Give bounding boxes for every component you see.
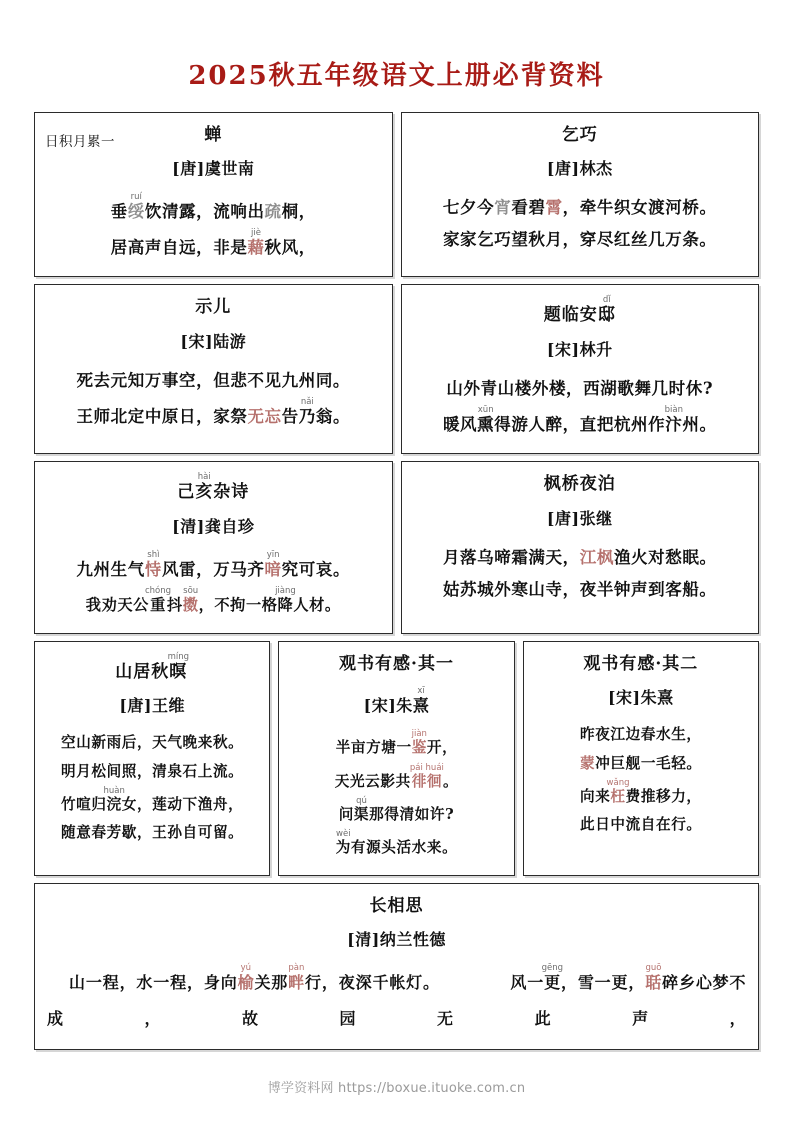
pinyin: wèi	[335, 829, 351, 840]
annotated-word-paihuai	[409, 762, 444, 790]
pinyin: xūn	[477, 405, 495, 416]
text-run: 垂	[110, 202, 128, 222]
poem-line: 昨夜江边春水生，	[580, 726, 702, 744]
poem-box-changxiangsi	[34, 883, 759, 1051]
poem-row-3	[34, 461, 759, 633]
annotated-char-nai	[298, 397, 316, 427]
pinyin: sōu	[182, 585, 199, 596]
pinyin: yú	[237, 963, 254, 974]
poem-line: 家家乞巧望秋月，穿尽红丝几万条。	[442, 230, 717, 250]
annotated-char-yu	[237, 963, 255, 993]
text-run: 饮清露，流响出	[144, 202, 265, 222]
text-run: 月落乌啼霜满天，	[442, 547, 580, 567]
poem-title-shanjuqiuming	[43, 652, 261, 686]
poem-line	[43, 586, 384, 621]
poem-author-chan: [唐]虞世南	[172, 159, 255, 179]
text-run: 行，夜深千帐灯。	[305, 973, 440, 993]
text-run: 费推移力，	[625, 788, 702, 805]
base-char: 邸	[597, 305, 616, 326]
poem-author-shanjuqiuming: [唐]王维	[119, 696, 185, 716]
pinyin: qú	[353, 796, 370, 806]
annotated-char-pan	[288, 963, 306, 993]
poem-author-tilinandi: [宋]林升	[546, 339, 613, 359]
poem-line	[410, 192, 751, 224]
text-run: 风一	[509, 973, 545, 993]
base-char: 暝	[167, 661, 190, 682]
highlighted-word: 江枫	[579, 547, 614, 567]
text-run: 桐，	[281, 202, 316, 222]
highlighted-char: 畔	[288, 973, 306, 993]
poem-title-chan: 蝉	[204, 124, 223, 145]
base-char: 更	[541, 973, 563, 993]
annotated-char-xun	[477, 405, 495, 435]
poem-author-jihaizashi: [清]龚自珍	[172, 516, 255, 536]
annotated-char-xi	[412, 686, 430, 716]
text-run: 王师北定中原日，家祭	[76, 407, 248, 427]
poem-author-qiqiao: [唐]林杰	[546, 159, 613, 179]
pinyin: dǐ	[597, 295, 616, 306]
poem-line	[287, 796, 505, 829]
text-run: [宋]朱	[363, 696, 413, 716]
poem-line: 随意春芳歇，王孙自可留。	[61, 824, 244, 842]
pinyin: wǎng	[606, 778, 630, 788]
highlighted-char: 宵	[494, 198, 512, 218]
pinyin: hài	[195, 472, 214, 483]
text-run: 暖风	[442, 415, 478, 435]
poem-box-guanshuyougan-2	[523, 641, 759, 876]
pinyin: guō	[645, 963, 662, 974]
annotated-char-sou	[182, 585, 199, 614]
text-run: 山一程，水一程，身向	[69, 973, 238, 993]
highlighted-char: 绥	[127, 202, 145, 222]
annotated-char-guo	[645, 963, 663, 993]
pinyin: ruí	[127, 192, 145, 203]
pinyin: míng	[167, 651, 190, 662]
poem-line	[43, 228, 384, 264]
base-char: 熏	[477, 415, 495, 435]
poem-row-4	[34, 641, 759, 876]
annotated-char-bian	[664, 405, 683, 435]
poem-line	[43, 786, 261, 819]
highlighted-char: 霄	[545, 198, 563, 218]
poem-row-2	[34, 284, 759, 454]
poem-box-shanjuqiuming	[34, 641, 270, 876]
annotated-char-hai	[195, 472, 214, 503]
text-run: 问	[338, 806, 354, 823]
pinyin: chóng	[144, 585, 171, 596]
annotated-char-jie	[247, 228, 265, 258]
poem-title-changxiangsi: 长相思	[369, 895, 424, 916]
text-run: 究可哀。	[281, 559, 351, 579]
text-run: 九州生气	[76, 559, 145, 579]
highlighted-word: 无忘	[247, 407, 282, 427]
pinyin: pàn	[288, 963, 305, 974]
poem-line	[287, 763, 505, 796]
pinyin: huàn	[103, 786, 125, 796]
text-run: 告	[281, 407, 299, 427]
poem-line: 姑苏城外寒山寺，夜半钟声到客船。	[442, 579, 717, 599]
pinyin: gēng	[541, 963, 564, 974]
highlighted-char: 鉴	[411, 739, 427, 757]
text-run: 抖	[166, 595, 183, 614]
annotated-char-jiang	[275, 585, 296, 614]
text-run: 女，莲动下渔舟，	[121, 796, 244, 813]
poem-title-qiqiao: 乞巧	[561, 124, 598, 145]
annotated-char-huan	[103, 786, 125, 813]
text-run: 关那	[254, 973, 289, 993]
base-char: 浣	[103, 796, 125, 813]
annotated-char-rui	[127, 192, 145, 222]
poem-line: 此日中流自在行。	[580, 816, 702, 834]
poem-box-jihaizashi	[34, 461, 393, 633]
poem-title-guanshuyougan-1: 观书有感·其一	[339, 653, 454, 674]
pinyin: jiàn	[411, 729, 427, 740]
text-run: 居高声自远，非是	[110, 238, 248, 258]
text-run: 。	[442, 772, 459, 790]
pinyin: pái huái	[409, 762, 444, 773]
text-run: 秋风，	[264, 238, 316, 258]
poem-line: 山外青山楼外楼，西湖歌舞几时休?	[446, 378, 714, 398]
pinyin: shì	[144, 549, 162, 560]
text-run: 向来	[580, 788, 611, 805]
annotated-char-jian	[411, 729, 427, 757]
text-run: 题临安	[543, 305, 598, 326]
poem-title-jihaizashi	[43, 472, 384, 506]
highlighted-char: 藉	[247, 238, 265, 258]
text-run: 竹喧归	[60, 796, 107, 813]
poem-box-tilinandi	[401, 284, 760, 454]
text-run: 天光云影共	[334, 772, 411, 790]
poem-author-changxiangsi: [清]纳兰性德	[347, 930, 446, 950]
poem-line	[410, 405, 751, 441]
base-char: 渠	[353, 806, 370, 823]
pinyin: yīn	[264, 549, 282, 560]
highlighted-char: 聒	[645, 973, 663, 993]
poem-line	[287, 829, 505, 862]
text-run: 人材。	[293, 595, 341, 614]
poem-body-changxiangsi	[43, 963, 750, 1037]
site-watermark: 博学资料网 https://boxue.ituoke.com.cn	[267, 1081, 526, 1096]
pinyin: xī	[412, 686, 430, 697]
poem-line: 死去元知万事空，但悲不见九州同。	[76, 370, 351, 390]
text-run: 山居秋	[115, 661, 170, 682]
text-run: 得游人醉，直把杭州作	[494, 415, 666, 435]
pinyin: nǎi	[298, 397, 316, 408]
highlighted-char: 恃	[144, 559, 162, 579]
annotated-char-qu	[353, 796, 370, 823]
poem-row-1	[34, 112, 759, 278]
poem-title-tilinandi	[410, 295, 751, 329]
pinyin: biàn	[664, 405, 683, 416]
annotated-char-shi	[144, 549, 162, 579]
poem-author-shier: [宋]陆游	[180, 331, 247, 351]
text-run: 半亩方塘一	[335, 739, 412, 757]
text-run: 我劝天公	[85, 595, 149, 614]
highlighted-char: 擞	[182, 595, 199, 614]
poem-author-guanshuyougan-2: [宋]朱熹	[607, 688, 674, 708]
poem-box-qiqiao	[401, 112, 760, 278]
text-run: 杂诗	[213, 482, 250, 503]
annotated-char-geng	[541, 963, 564, 993]
base-char: 为	[335, 839, 351, 857]
annotated-char-yin	[264, 549, 282, 579]
highlighted-char: 疏	[264, 202, 282, 222]
poem-line	[43, 397, 384, 433]
base-char: 降	[275, 595, 296, 614]
highlighted-char: 蒙	[580, 754, 596, 772]
poem-title-fengqiaoyebo: 枫桥夜泊	[543, 474, 616, 495]
base-char: 亥	[195, 482, 214, 503]
base-char: 乃	[298, 407, 316, 427]
poem-line	[410, 542, 751, 574]
text-run: 翁。	[315, 407, 351, 427]
text-run: 有源头活水来。	[350, 839, 458, 857]
base-char: 汴	[664, 415, 683, 435]
highlighted-char: 枉	[606, 788, 630, 805]
text-run: ，牵牛织女渡河桥。	[562, 198, 717, 218]
pinyin: jiè	[247, 228, 265, 239]
text-run: 州。	[682, 415, 717, 435]
annotated-char-chong	[144, 585, 171, 614]
poem-box-shier	[34, 284, 393, 454]
poem-line	[43, 192, 384, 228]
annotated-char-wang	[606, 778, 630, 805]
text-run: 开，	[426, 739, 458, 757]
poem-line	[532, 778, 750, 811]
text-run: 渔火对愁眠。	[613, 547, 717, 567]
poem-line: 明月松间照，清泉石上流。	[61, 762, 244, 780]
daily-accumulation-label: 日积月累一	[45, 133, 115, 150]
page-title: 2025秋五年级语文上册必背资料	[188, 61, 605, 91]
base-char: 熹	[412, 696, 430, 716]
text-run: 碎乡心梦不成，故园无此声，	[47, 973, 746, 1029]
text-run: 那得清如许?	[369, 806, 455, 823]
annotated-char-di	[597, 295, 616, 326]
poem-box-chan	[34, 112, 393, 278]
poem-line	[287, 729, 505, 762]
poem-line	[43, 550, 384, 586]
poem-box-fengqiaoyebo	[401, 461, 760, 633]
text-run: 七夕今	[442, 198, 495, 218]
poem-line: 空山新雨后，天气晚来秋。	[61, 734, 244, 752]
poem-row-5	[34, 883, 759, 1051]
text-run: ，雪一更，	[560, 973, 646, 993]
poem-author-fengqiaoyebo: [唐]张继	[546, 508, 613, 528]
text-run: 己	[177, 482, 196, 503]
poem-title-guanshuyougan-2: 观书有感·其二	[583, 653, 699, 674]
poem-title-shier: 示儿	[195, 297, 232, 318]
highlighted-char: 喑	[264, 559, 282, 579]
annotated-char-ming	[167, 651, 190, 682]
text-run: 风雷，万马齐	[161, 559, 265, 579]
pinyin: jiàng	[275, 585, 296, 596]
text-run: 冲巨舰一毛轻。	[595, 754, 702, 772]
poem-line	[532, 750, 750, 778]
poem-author-guanshuyougan-1	[287, 686, 505, 718]
highlighted-char: 榆	[237, 973, 255, 993]
text-run: ，不拘一格	[198, 595, 278, 614]
highlighted-word: 徘徊	[409, 772, 444, 790]
annotated-char-wei	[335, 829, 351, 857]
base-char: 重	[144, 595, 171, 614]
poem-box-guanshuyougan-1	[278, 641, 514, 876]
text-run: 看碧	[511, 198, 546, 218]
